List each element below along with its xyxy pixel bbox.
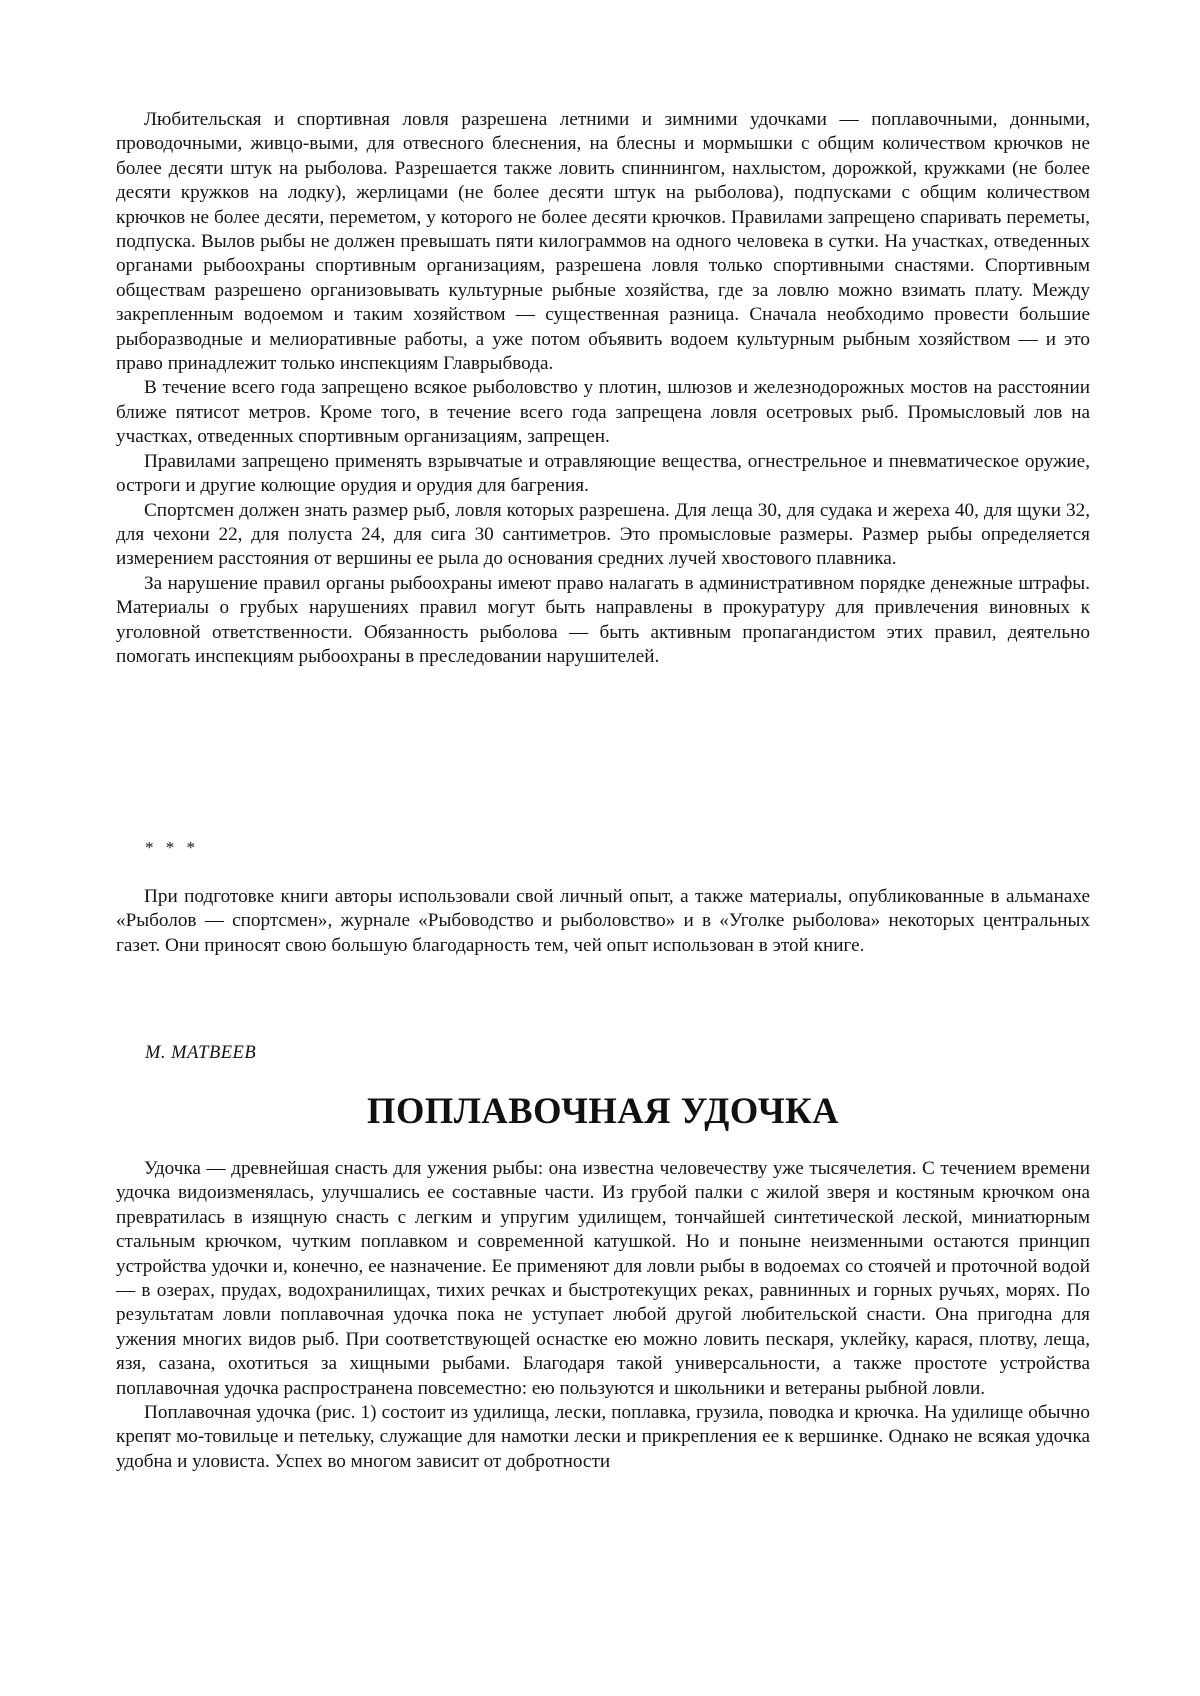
paragraph-rules-penalties: За нарушение правил органы рыбоохраны имеют право налагать в административном порядке денежные штрафы. Материалы о грубых нарушениях правил могут быть направлены в прокуратуру для привлечения виновных к уголовной ответственности. Обязанность рыболова — быть активным пропагандистом этих правил, деятельно помогать инспекциям рыбоохраны в преследовании нарушителей.	[116, 572, 1090, 667]
paragraph-chapter-components: Поплавочная удочка (рис. 1) состоит из удилища, лески, поплавка, грузила, поводка и крючка. На удилище обычно крепят мо-товильце и петельку, служащие для намотки лески и прикрепления ее к вершинке. Однако не всякая удочка удобна и уловиста. Успех во многом зависит от добротности	[116, 1402, 1090, 1472]
acknowledgement-section	[116, 885, 1090, 958]
paragraph-rules-allowed-gear: Любительская и спортивная ловля разрешена летними и зимними удочками — поплавочными, донными, проводочными, живцо-выми, для отвесного блеснения, на блесны и мормышки с общим количеством крючков не более десяти штук на рыболова. Разрешается также ловить спиннингом, нахлыстом, дорожкой, кружками (не более десяти кружков на лодку), жерлицами (не более десяти штук на рыболова), подпусками с общим количеством крючков не более десяти, переметом, у которого не более десяти крючков. Правилами запрещено спаривать переметы, подпуска. Вылов рыбы не должен превышать пяти килограммов на одного человека в сутки. На участках, отведенных органами рыбоохраны спортивным организациям, разрешена ловля только спортивными снастями. Спортивным обществам разрешено организовывать культурные рыбные хозяйства, где за ловлю можно взимать плату. Между закрепленным водоемом и таким хозяйством — существенная разница. Сначала необходимо провести большие рыборазводные и мелиоративные работы, а уже потом объявить водоем культурным рыбным хозяйством — и это право принадлежит только инспекциям Главрыбвода.	[116, 109, 1090, 375]
chapter-title: ПОПЛАВОЧНАЯ УДОЧКА	[367, 1090, 839, 1131]
paragraph-rules-prohibited-areas: В течение всего года запрещено всякое рыболовство у плотин, шлюзов и железнодорожных мостов на расстоянии ближе пятисот метров. Кроме того, в течение всего года запрещена ловля осетровых рыб. Промысловый лов на участках, отведенных спортивным организациям, запрещен.	[116, 377, 1090, 448]
paragraph-acknowledgement: При подготовке книги авторы использовали свой личный опыт, а также материалы, опубликованные в альманахе «Рыболов — спортсмен», журнале «Рыбоводство и рыболовство» и в «Уголке рыболова» некоторых центральных газет. Они приносят свою большую благодарность тем, чей опыт использован в этой книге.	[116, 886, 1090, 956]
paragraph-chapter-intro: Удочка — древнейшая снасть для ужения рыбы: она известна человечеству уже тысячелетия. С течением времени удочка видоизменялась, улучшались ее составные части. Из грубой палки с жилой зверя и костяным крючком она превратилась в изящную снасть с легким и упругим удилищем, тончайшей синтетической леской, миниатюрным стальным крючком, чутким поплавком и современной катушкой. Но и поныне неизменными остаются принцип устройства удочки и, конечно, ее назначение. Ее применяют для ловли рыбы в водоемах со стоячей и проточной водой — в озерах, прудах, водохранилищах, тихих речках и быстротекущих реках, равнинных и горных ручьях, морях. По результатам ловли поплавочная удочка пока не уступает любой другой любительской снасти. Она пригодна для ужения многих видов рыб. При соответствующей оснастке ею можно ловить пескаря, уклейку, карася, плотву, леща, язя, сазана, охотиться за хищными рыбами. Благодаря такой универсальности, а также простоте устройства поплавочная удочка распространена повсеместно: ею пользуются и школьники и ветераны рыбной ловли.	[116, 1158, 1090, 1399]
chapter-author: М. МАТВЕЕВ	[145, 1043, 257, 1063]
rules-section	[116, 108, 1090, 669]
paragraph-rules-fish-sizes: Спортсмен должен знать размер рыб, ловля которых разрешена. Для леща 30, для судака и жереха 40, для щуки 32, для чехони 22, для полуста 24, для сига 30 сантиметров. Это промысловые размеры. Размер рыбы определяется измерением расстояния от вершины ее рыла до основания средних лучей хвостового плавника.	[116, 499, 1090, 570]
section-separator: * * *	[145, 838, 199, 857]
chapter-body	[116, 1157, 1090, 1474]
paragraph-rules-prohibited-means: Правилами запрещено применять взрывчатые и отравляющие вещества, огнестрельное и пневматическое оружие, остроги и другие колющие орудия и орудия для багрения.	[116, 450, 1090, 497]
